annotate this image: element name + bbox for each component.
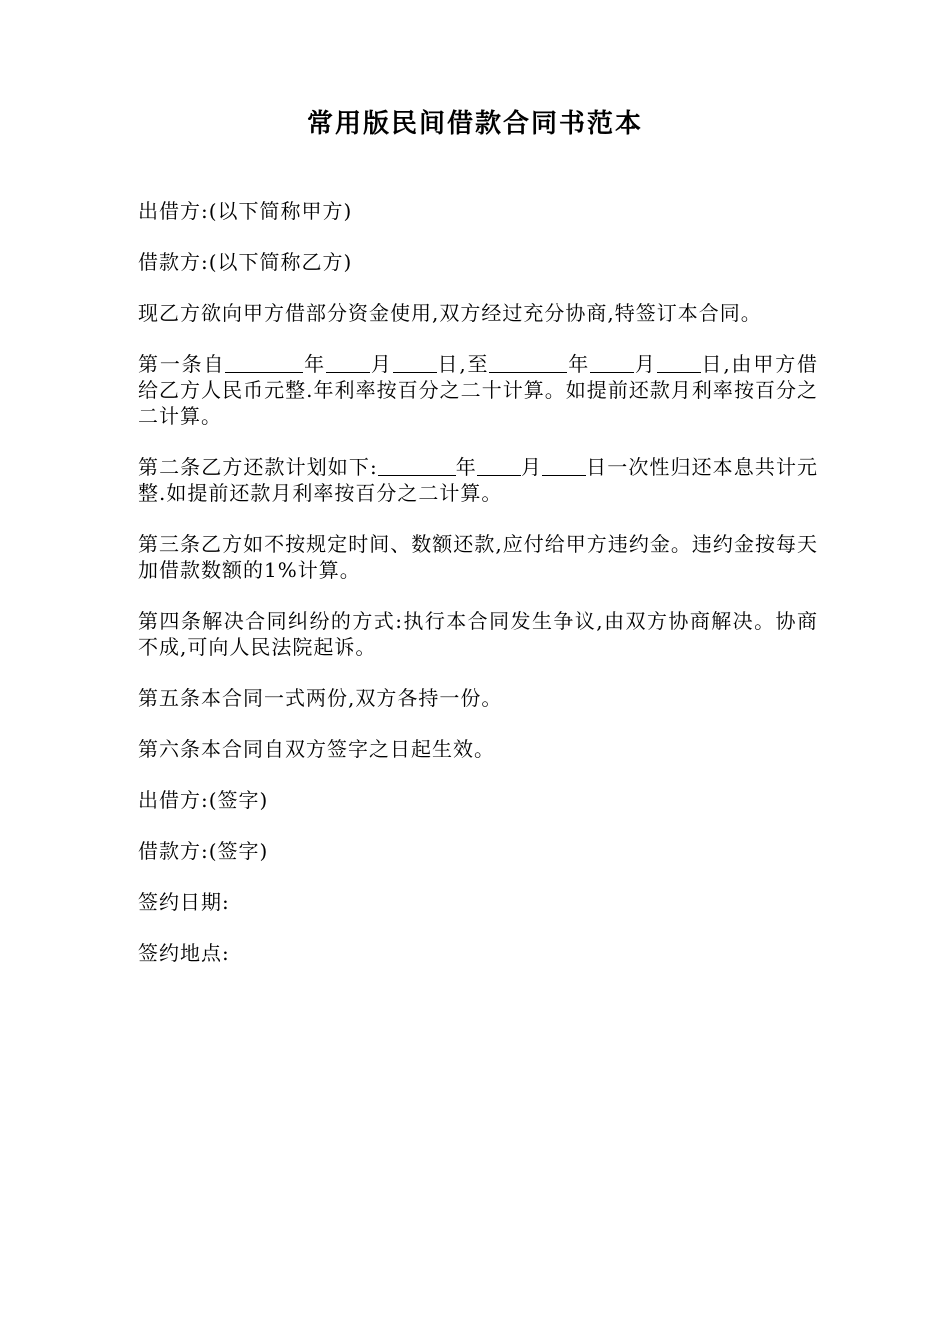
borrower-line: 借款方:(以下简称乙方) [138,250,353,274]
article-2 [138,454,818,506]
document-title: 常用版民间借款合同书范本 [306,109,643,139]
article-1 [138,351,818,429]
article-2-rest: 日一次性归还本息共计元整.如提前还款月利率按百分之二计算。 [138,455,819,505]
blank-field [393,352,437,373]
article-5: 第五条本合同一式两份,双方各持一份。 [138,686,503,710]
article-1-day-to: 日,至 [436,352,490,376]
article-6: 第六条本合同自双方签字之日起生效。 [138,737,495,761]
article-2-start: 第二条乙方还款计划如下: [138,455,378,479]
article-1-year2: 年 [567,352,591,376]
article-2-month: 月 [520,455,543,479]
sign-place: 签约地点: [138,941,230,965]
article-1-year: 年 [303,352,326,376]
blank-field [590,352,634,373]
document-body [138,198,818,991]
article-2-year: 年 [455,455,477,479]
article-1-rest: 日,由甲方借给乙方人民币元整.年利率按百分之二十计算。如提前还款月利率按百分之二计算。 [138,352,819,428]
sign-date: 签约日期: [138,890,230,914]
blank-field [225,352,303,373]
blank-field [657,352,701,373]
blank-field [489,352,567,373]
article-3: 第三条乙方如不按规定时间、数额还款,应付给甲方违约金。违约金按每天加借款数额的1%计算。 [138,532,818,582]
article-1-month2: 月 [634,352,657,376]
article-1-start: 第一条自 [138,352,226,376]
blank-field [477,455,521,476]
blank-field [378,455,456,476]
blank-field [326,352,370,373]
lender-signature: 出借方:(签字) [138,788,269,812]
article-4: 第四条解决合同纠纷的方式:执行本合同发生争议,由双方协商解决。协商不成,可向人民法院起诉。 [138,609,818,659]
borrower-signature: 借款方:(签字) [138,839,269,863]
lender-line: 出借方:(以下简称甲方) [138,199,353,223]
blank-field [542,455,586,476]
intro-paragraph: 现乙方欲向甲方借部分资金使用,双方经过充分协商,特签订本合同。 [138,301,762,325]
article-1-month: 月 [370,352,393,376]
